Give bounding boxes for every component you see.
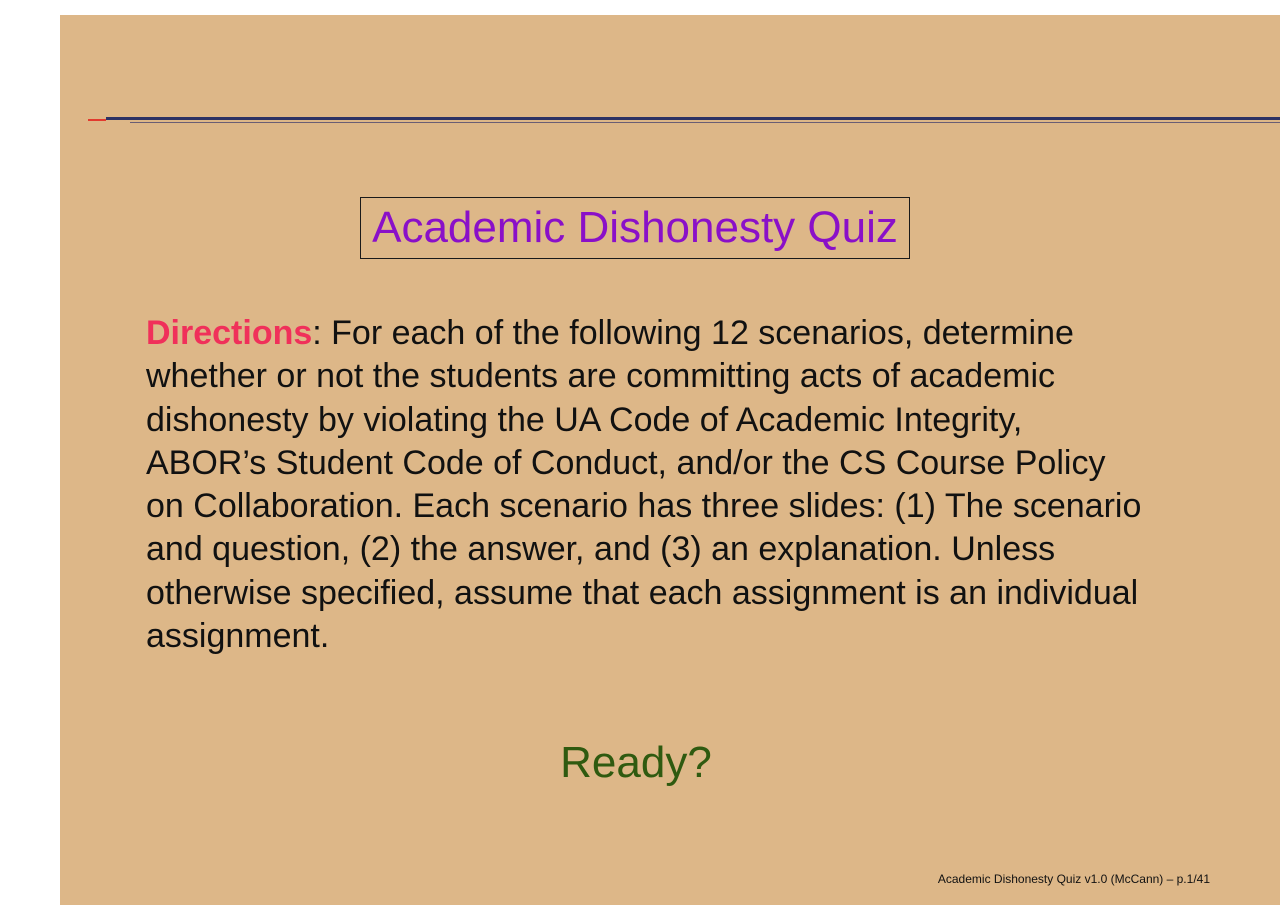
slide-title: Academic Dishonesty Quiz: [372, 203, 898, 252]
directions-label: Directions: [146, 314, 313, 352]
header-rule: [106, 117, 1280, 120]
slide-footer: Academic Dishonesty Quiz v1.0 (McCann) – p.1/41: [937, 872, 1210, 886]
ready-prompt: Ready?: [560, 738, 712, 787]
title-box: [360, 197, 910, 259]
directions-text: : For each of the following 12 scenarios, determine whether or not the students are committing acts of academic dishonesty by violating the UA Code of Academic Integrity, ABOR’s Student Code of Conduct, and/or the CS Course Policy on Collaboration. Each scenario has three slides: (1) The scenario and question, (2) the answer, and (3) an explanation. Unless otherwise specified, assume that each assignment is an individual assignment.: [146, 314, 1142, 656]
slide: [60, 15, 1280, 905]
directions-paragraph: [146, 312, 1146, 658]
header-accent-rule: [88, 119, 106, 121]
header-rule-thin: [130, 122, 1280, 123]
